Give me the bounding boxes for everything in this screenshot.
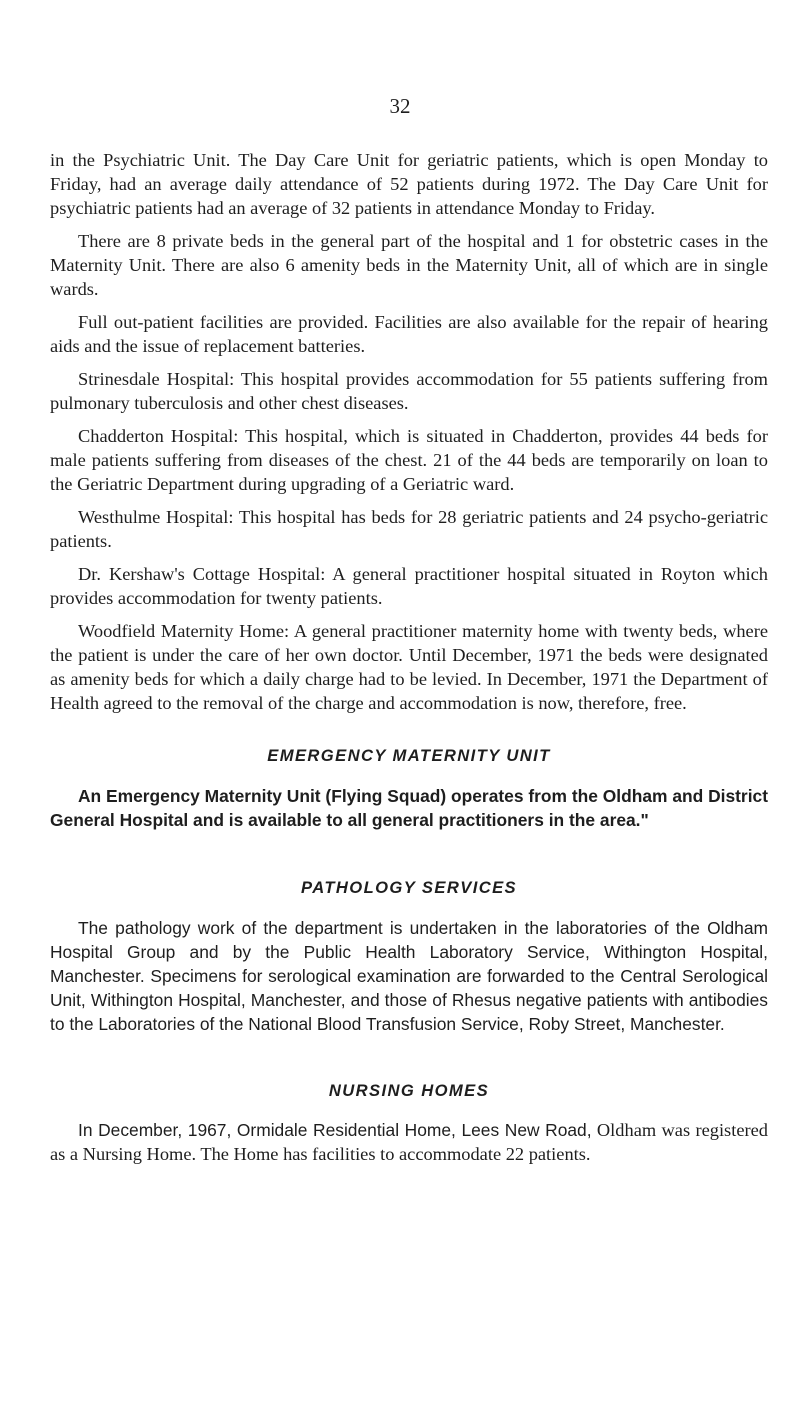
paragraph-westhulme-hospital: Westhulme Hospital: This hospital has beds for 28 geriatric patients and 24 psycho-geriatric patients. [50,507,768,551]
paragraph-out-patient-facilities: Full out-patient facilities are provided. Facilities are also available for the repair of hearing aids and the issue of replacement batteries. [50,312,768,356]
paragraph-day-care-units: in the Psychiatric Unit. The Day Care Unit for geriatric patients, which is open Monday to Friday, had an average daily attendance of 52 patients during 1972. The Day Care Unit for psychiatric patients had an average of 32 patients in attendance Monday to Friday. [50,150,768,218]
paragraph-chadderton-hospital: Chadderton Hospital: This hospital, which is situated in Chadderton, provides 44 beds for male patients suffering from diseases of the chest. 21 of the 44 beds are temporarily on loan to the Geriatric Department during upgrading of a Geriatric ward. [50,426,768,494]
paragraph-woodfield-maternity-home: Woodfield Maternity Home: A general practitioner maternity home with twenty beds, where the patient is under the care of her own doctor. Until December, 1971 the beds were designated as amenity beds for which a daily charge had to be levied. In December, 1971 the Department of Health agreed to the removal of the charge and accommodation is now, therefore, free. [50,621,768,713]
paragraph-nursing-homes [50,1118,768,1166]
paragraph-pathology-services: The pathology work of the department is undertaken in the laboratories of the Oldham Hospital Group and by the Public Health Laboratory Service, Withington Hospital, Manchester. Specimens for serological examination are forwarded to the Central Serological Unit, Withington Hospital, Manchester, and those of Rhesus negative patients with antibodies to the Laboratories of the National Blood Transfusion Service, Roby Street, Manchester. [50,918,768,1034]
page-number: 32 [389,94,411,118]
paragraph-private-beds: There are 8 private beds in the general part of the hospital and 1 for obstetric cases in the Maternity Unit. There are also 6 amenity beds in the Maternity Unit, all of which are in single wards. [50,231,768,299]
heading-pathology-services: PATHOLOGY SERVICES [300,878,518,897]
paragraph-kershaw-cottage-hospital: Dr. Kershaw's Cottage Hospital: A general practitioner hospital situated in Royton which provides accommodation for twenty patients. [50,564,768,608]
heading-emergency-maternity-unit: EMERGENCY MATERNITY UNIT [267,746,551,765]
heading-nursing-homes: NURSING HOMES [328,1081,490,1100]
nursing-homes-rest-text: Oldham was registered as a Nursing Home. The Home has facilities to accommodate 22 patients. [50,1120,768,1164]
paragraph-emergency-maternity-unit: An Emergency Maternity Unit (Flying Squad) operates from the Oldham and District General Hospital and is available to all general practitioners in the area." [50,786,768,830]
body-text [50,148,768,1175]
nursing-homes-lead-text: In December, 1967, Ormidale Residential Home, Lees New Road, [78,1120,592,1140]
paragraph-strinesdale-hospital: Strinesdale Hospital: This hospital provides accommodation for 55 patients suffering from pulmonary tuberculosis and other chest diseases. [50,369,768,413]
